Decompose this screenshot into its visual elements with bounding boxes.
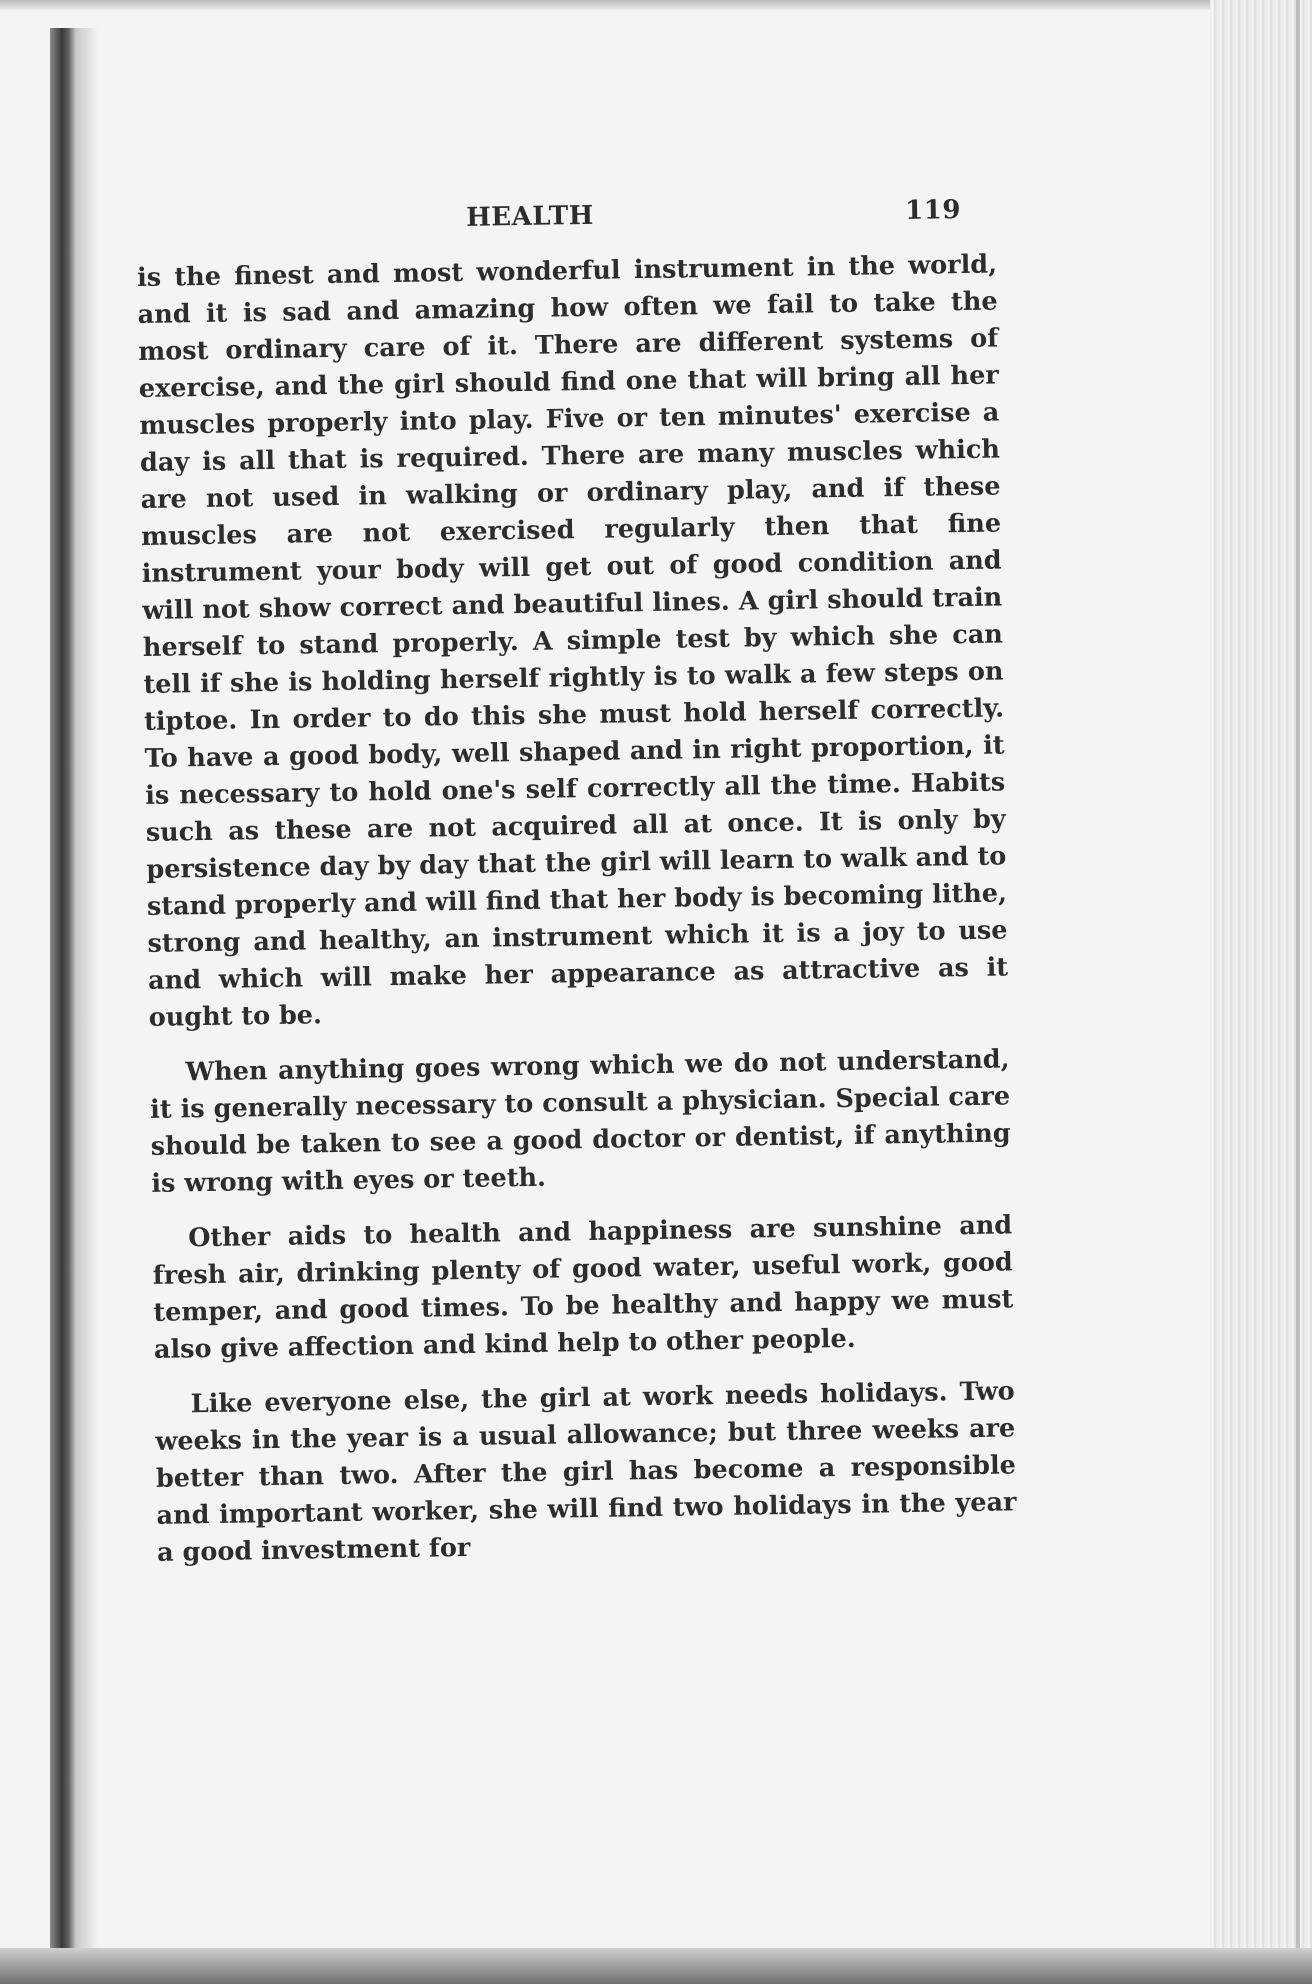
bottom-edge-shadow — [0, 1948, 1312, 1984]
top-edge-shadow — [0, 0, 1312, 10]
book-page — [136, 194, 1018, 1589]
paragraph-holidays: Like everyone else, the girl at work needs holidays. Two weeks in the year is a usual allowance; but three weeks are better than two. After the girl has become a responsible and important worker, she will find two holidays in the year a good investment for — [155, 1376, 1017, 1568]
paragraph-other-aids: Other aids to health and happiness are sunshine and fresh air, drinking plenty of good water, useful work, good temper, and good times. To be healthy and happy we must also give affection and kind help to other people. — [152, 1210, 1014, 1365]
gutter-shadow — [76, 28, 98, 1958]
page-number: 119 — [904, 195, 962, 226]
running-head-title: HEALTH — [465, 200, 595, 233]
page-body — [137, 246, 1018, 1571]
book-spine-gutter — [50, 28, 76, 1958]
paragraph-continued: is the finest and most wonderful instrument in the world, and it is sad and amazing how often we fail to take the most ordinary care of it. There are different systems of exercise, and the girl should find one that will bring all her muscles properly into play. Five or ten minutes' exercise a day is all that is required. There are many muscles which are not used in walking or ordinary play, and if these muscles are not exercised regularly then that fine instrument your body will get out of good condition and will not show correct and beautiful lines. A girl should train herself to stand properly. A simple test by which she can tell if she is holding herself rightly is to walk a few steps on tiptoe. In order to do this she must hold herself correctly. To have a good body, well shaped and in right proportion, it is necessary to hold one's self correctly all the time. Habits such as these are not acquired all at once. It is only by persistence day by day that the girl will learn to walk and to stand properly and will find that her body is becoming lithe, strong and healthy, an instrument which it is a joy to use and which will make her appearance as attractive as it ought to be. — [136, 249, 1009, 1033]
paragraph-physician: When anything goes wrong which we do not understand, it is generally necessary to consult a physician. Special care should be taken to see a good doctor or dentist, if anything is wrong with eyes or teeth. — [149, 1044, 1011, 1199]
fore-edge-line — [1296, 0, 1300, 1984]
running-head — [136, 194, 997, 248]
